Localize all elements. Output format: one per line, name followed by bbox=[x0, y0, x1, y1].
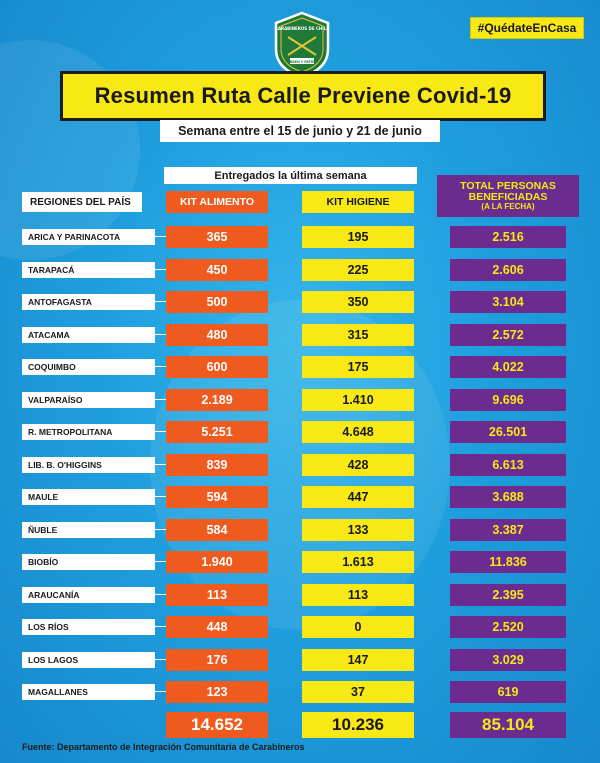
region-name: VALPARAÍSO bbox=[22, 392, 155, 408]
table-row bbox=[0, 486, 600, 508]
region-name: COQUIMBO bbox=[22, 359, 155, 375]
total-personas-beneficiadas: 85.104 bbox=[450, 712, 566, 738]
row-connector bbox=[155, 334, 166, 335]
kit-higiene-cell: 447 bbox=[302, 486, 414, 508]
region-name: LOS RÍOS bbox=[22, 619, 155, 635]
kit-alimento-cell: 1.940 bbox=[166, 551, 268, 573]
row-connector bbox=[155, 691, 166, 692]
region-name: ATACAMA bbox=[22, 327, 155, 343]
kit-higiene-cell: 175 bbox=[302, 356, 414, 378]
total-cell: 2.395 bbox=[450, 584, 566, 606]
table-row bbox=[0, 584, 600, 606]
table-row bbox=[0, 616, 600, 638]
region-name: ANTOFAGASTA bbox=[22, 294, 155, 310]
table-row bbox=[0, 519, 600, 541]
kit-alimento-cell: 123 bbox=[166, 681, 268, 703]
table-row bbox=[0, 551, 600, 573]
kit-higiene-cell: 4.648 bbox=[302, 421, 414, 443]
region-name: ARICA Y PARINACOTA bbox=[22, 229, 155, 245]
row-connector bbox=[155, 464, 166, 465]
row-connector bbox=[155, 366, 166, 367]
table-row bbox=[0, 389, 600, 411]
total-cell: 2.606 bbox=[450, 259, 566, 281]
total-beneficiadas-header bbox=[437, 175, 579, 217]
row-connector bbox=[155, 399, 166, 400]
total-cell: 11.836 bbox=[450, 551, 566, 573]
seal-top-text: CARABINEROS DE CHILE bbox=[274, 26, 330, 31]
total-cell: 2.516 bbox=[450, 226, 566, 248]
region-name: TARAPACÁ bbox=[22, 262, 155, 278]
row-connector bbox=[155, 496, 166, 497]
total-cell: 6.613 bbox=[450, 454, 566, 476]
kit-alimento-cell: 450 bbox=[166, 259, 268, 281]
table-row bbox=[0, 421, 600, 443]
kit-alimento-cell: 839 bbox=[166, 454, 268, 476]
kit-higiene-cell: 147 bbox=[302, 649, 414, 671]
kit-higiene-cell: 0 bbox=[302, 616, 414, 638]
row-connector bbox=[155, 594, 166, 595]
kit-higiene-cell: 37 bbox=[302, 681, 414, 703]
row-connector bbox=[155, 529, 166, 530]
hashtag-badge: #QuédateEnCasa bbox=[470, 17, 584, 39]
kit-higiene-cell: 225 bbox=[302, 259, 414, 281]
kit-higiene-cell: 350 bbox=[302, 291, 414, 313]
table-row bbox=[0, 649, 600, 671]
region-name: ARAUCANÍA bbox=[22, 587, 155, 603]
row-connector bbox=[155, 626, 166, 627]
kit-higiene-cell: 428 bbox=[302, 454, 414, 476]
kit-alimento-cell: 500 bbox=[166, 291, 268, 313]
row-connector bbox=[155, 659, 166, 660]
table-row bbox=[0, 681, 600, 703]
total-cell: 9.696 bbox=[450, 389, 566, 411]
region-name: MAGALLANES bbox=[22, 684, 155, 700]
total-cell: 2.520 bbox=[450, 616, 566, 638]
kit-higiene-cell: 195 bbox=[302, 226, 414, 248]
kit-alimento-cell: 448 bbox=[166, 616, 268, 638]
total-cell: 26.501 bbox=[450, 421, 566, 443]
total-kit-higiene: 10.236 bbox=[302, 712, 414, 738]
table-row bbox=[0, 356, 600, 378]
kit-alimento-cell: 5.251 bbox=[166, 421, 268, 443]
row-connector bbox=[155, 236, 166, 237]
region-name: LIB. B. O'HIGGINS bbox=[22, 457, 155, 473]
kit-higiene-cell: 133 bbox=[302, 519, 414, 541]
total-cell: 3.029 bbox=[450, 649, 566, 671]
row-connector bbox=[155, 301, 166, 302]
row-connector bbox=[155, 269, 166, 270]
region-name: BIOBÍO bbox=[22, 554, 155, 570]
region-name: ÑUBLE bbox=[22, 522, 155, 538]
seal-motto: ORDEN Y PATRIA bbox=[287, 59, 317, 64]
kit-alimento-cell: 176 bbox=[166, 649, 268, 671]
carabineros-seal bbox=[272, 11, 332, 79]
total-cell: 4.022 bbox=[450, 356, 566, 378]
total-cell: 3.387 bbox=[450, 519, 566, 541]
table-row bbox=[0, 259, 600, 281]
kit-alimento-cell: 365 bbox=[166, 226, 268, 248]
source-note: Fuente: Departamento de Integración Comunitaria de Carabineros bbox=[22, 742, 305, 752]
region-name: MAULE bbox=[22, 489, 155, 505]
kit-higiene-cell: 113 bbox=[302, 584, 414, 606]
kit-alimento-cell: 2.189 bbox=[166, 389, 268, 411]
total-header-line1: TOTAL PERSONAS bbox=[460, 179, 556, 192]
kit-higiene-cell: 1.410 bbox=[302, 389, 414, 411]
total-kit-alimento: 14.652 bbox=[166, 712, 268, 738]
kit-alimento-cell: 594 bbox=[166, 486, 268, 508]
kit-alimento-cell: 113 bbox=[166, 584, 268, 606]
totals-row bbox=[0, 712, 600, 738]
table-row bbox=[0, 324, 600, 346]
page-title: Resumen Ruta Calle Previene Covid-19 bbox=[60, 71, 546, 121]
kit-higiene-cell: 315 bbox=[302, 324, 414, 346]
kit-higiene-cell: 1.613 bbox=[302, 551, 414, 573]
row-connector bbox=[155, 561, 166, 562]
table-row bbox=[0, 291, 600, 313]
delivered-label: Entregados la última semana bbox=[164, 167, 417, 184]
kit-alimento-cell: 480 bbox=[166, 324, 268, 346]
total-cell: 619 bbox=[450, 681, 566, 703]
region-name: R. METROPOLITANA bbox=[22, 424, 155, 440]
total-cell: 2.572 bbox=[450, 324, 566, 346]
week-subtitle: Semana entre el 15 de junio y 21 de junio bbox=[160, 120, 440, 142]
table-row bbox=[0, 226, 600, 248]
total-cell: 3.688 bbox=[450, 486, 566, 508]
kit-alimento-cell: 584 bbox=[166, 519, 268, 541]
regions-header: REGIONES DEL PAÍS bbox=[22, 192, 142, 212]
kit-alimento-header: KIT ALIMENTO bbox=[166, 191, 268, 213]
total-header-line2: BENEFICIADAS bbox=[468, 190, 548, 203]
total-cell: 3.104 bbox=[450, 291, 566, 313]
total-header-line3: (A LA FECHA) bbox=[481, 201, 535, 211]
region-name: LOS LAGOS bbox=[22, 652, 155, 668]
kit-alimento-cell: 600 bbox=[166, 356, 268, 378]
kit-higiene-header: KIT HIGIENE bbox=[302, 191, 414, 213]
row-connector bbox=[155, 431, 166, 432]
table-row bbox=[0, 454, 600, 476]
